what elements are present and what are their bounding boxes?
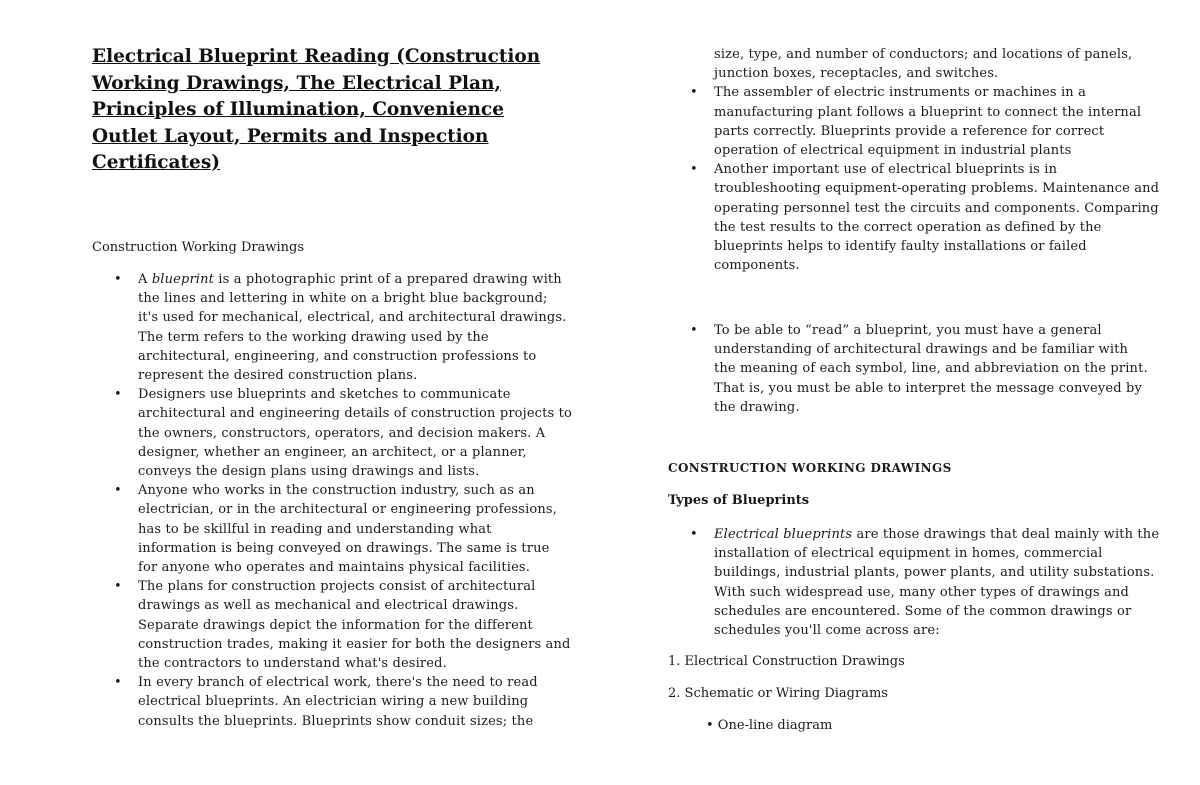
- numbered-item-1: 1. Electrical Construction Drawings: [668, 654, 905, 669]
- list-item: [668, 160, 1160, 275]
- right-bullet-list-mid: [668, 321, 1148, 417]
- bullet-icon: •: [690, 323, 698, 338]
- list-item-post: are those drawings that deal mainly with the installation of electrical equipment in homes, commercial buildings, industrial plants, power plants, and utility substations. With such widespread use, many other types of drawings and schedules are encountered. Some of the common drawings or schedules you'll come across are:: [714, 527, 1160, 639]
- caps-heading: CONSTRUCTION WORKING DRAWINGS: [668, 461, 952, 475]
- list-item: [92, 577, 572, 673]
- types-bullet-list: [668, 525, 1160, 640]
- list-item-pre: A: [138, 272, 152, 287]
- bullet-icon: •: [114, 675, 122, 691]
- list-item-text: Another important use of electrical blueprints is in troubleshooting equipment-operating problems. Maintenance and operating personnel test the circuits and components. Comparing the test results to the correct operation as defined by the blueprints helps to identify faulty installations or failed components.: [714, 162, 1160, 274]
- list-item: [668, 83, 1160, 160]
- list-item-text: The assembler of electric instruments or machines in a manufacturing plant follows a blueprint to connect the internal parts correctly. Blueprints provide a reference for correct operation of electrical equipment in industrial plants: [714, 85, 1142, 159]
- list-item-text: Designers use blueprints and sketches to communicate architectural and engineering details of construction projects to the owners, constructors, operators, and decision makers. A designer, whether an engineer, an architect, or a planner, conveys the design plans using drawings and lists.: [138, 387, 572, 480]
- list-item-text: size, type, and number of conductors; and locations of panels, junction boxes, receptacles, and switches.: [714, 47, 1133, 82]
- bullet-icon: •: [690, 527, 698, 542]
- list-item: [668, 321, 1148, 417]
- right-bullet-list-top: [668, 45, 1160, 275]
- list-item-text: In every branch of electrical work, there's the need to read electrical blueprints. An electrician wiring a new building consults the blueprints. Blueprints show conduit sizes; the: [138, 675, 538, 729]
- bullet-icon: •: [114, 272, 122, 287]
- document-title: Electrical Blueprint Reading (Construction Working Drawings, The Electrical Plan, Principles of Illumination, Convenience Outlet Layout, Permits and Inspection Certificates): [92, 46, 541, 173]
- list-item: [92, 270, 572, 385]
- list-item: [92, 385, 572, 481]
- sub-bullet-item: • One-line diagram: [706, 718, 833, 733]
- list-item-text: The plans for construction projects consist of architectural drawings as well as mechanical and electrical drawings. Separate drawings depict the information for the different construction trades, making it easier for both the designers and the contractors to understand what's desired.: [138, 579, 571, 672]
- list-item: [92, 481, 572, 577]
- bullet-icon: •: [114, 483, 122, 499]
- bullet-icon: •: [114, 387, 122, 403]
- section-heading: Construction Working Drawings: [92, 240, 305, 255]
- list-item-text: To be able to “read” a blueprint, you must have a general understanding of architectural drawings and be familiar with the meaning of each symbol, line, and abbreviation on the print. That is, you must be able to interpret the message conveyed by the drawing.: [714, 323, 1148, 415]
- bullet-icon: •: [690, 162, 698, 178]
- list-item-emphasis: Electrical blueprints: [714, 527, 853, 542]
- list-item-text: Anyone who works in the construction industry, such as an electrician, or in the architectural or engineering professions, has to be skillful in reading and understanding what information is being conveyed on drawings. The same is true for anyone who operates and maintains physical facilities.: [138, 483, 557, 576]
- list-item: [668, 525, 1160, 640]
- list-item-post: is a photographic print of a prepared drawing with the lines and lettering in white on a bright blue background; it's used for mechanical, electrical, and architectural drawings. The term refers to the working drawing used by the architectural, engineering, and construction professions to represent the desired construction plans.: [138, 272, 567, 384]
- bullet-icon: •: [114, 579, 122, 595]
- list-item: [92, 673, 572, 731]
- types-heading: Types of Blueprints: [668, 493, 810, 508]
- list-item-emphasis: blueprint: [151, 272, 215, 287]
- left-bullet-list: [92, 270, 572, 731]
- bullet-icon: •: [690, 85, 698, 101]
- numbered-item-2: 2. Schematic or Wiring Diagrams: [668, 686, 888, 701]
- list-item-continuation: [668, 45, 1160, 83]
